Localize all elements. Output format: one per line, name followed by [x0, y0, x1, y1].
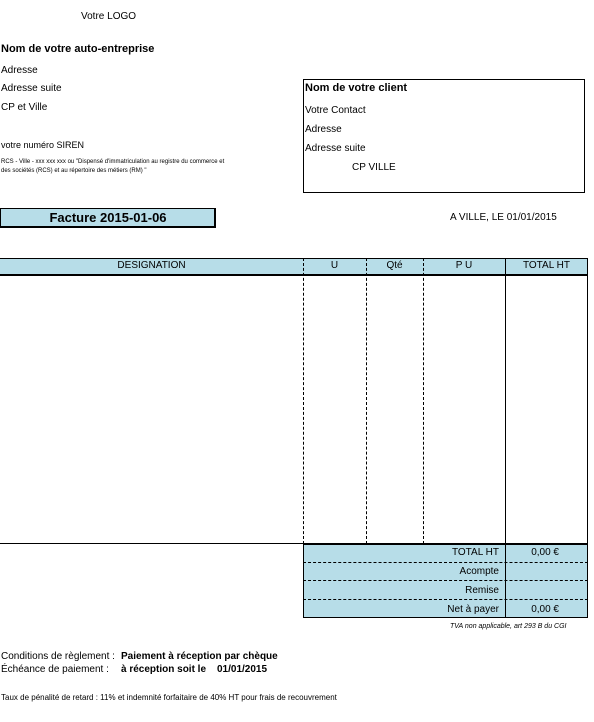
- payment-conditions-value: Paiement à réception par chèque: [121, 651, 278, 662]
- table-right-border: [587, 258, 588, 544]
- net-to-pay-label: Net à payer: [447, 604, 499, 615]
- totals-row-divider: [303, 580, 588, 581]
- client-box: [303, 79, 585, 193]
- client-cp-city: CP VILLE: [352, 162, 396, 173]
- remise-label: Remise: [465, 585, 499, 596]
- client-name: Nom de votre client: [305, 82, 408, 94]
- column-divider: [505, 258, 506, 544]
- company-address: Adresse: [1, 65, 38, 76]
- company-cp-city: CP et Ville: [1, 102, 48, 113]
- invoice-title: Facture 2015-01-06: [49, 210, 167, 225]
- invoice-city-date: A VILLE, LE 01/01/2015: [450, 212, 557, 223]
- net-to-pay-value: 0,00 €: [531, 604, 559, 615]
- company-address-2: Adresse suite: [1, 83, 62, 94]
- tva-note: TVA non applicable, art 293 B du CGI: [450, 623, 567, 630]
- column-divider: [423, 258, 424, 544]
- total-ht-label: TOTAL HT: [451, 547, 499, 558]
- column-header-unit: U: [330, 260, 339, 271]
- payment-due-label: Échéance de paiement :: [1, 664, 109, 675]
- totals-row-divider: [303, 562, 588, 563]
- column-header-quantity: Qté: [386, 260, 403, 271]
- late-penalty-note: Taux de pénalité de retard : 11% et indemnité forfaitaire de 40% HT pour frais de recouvrement: [1, 693, 337, 702]
- company-name: Nom de votre auto-entreprise: [1, 43, 155, 55]
- company-rcs: RCS - Ville - xxx xxx xxx ou "Dispensé d'immatriculation au registre du commerce et des sociétés (RCS) et au répertoire des métiers (RM) ": [1, 159, 225, 174]
- acompte-label: Acompte: [459, 566, 499, 577]
- payment-conditions-label: Conditions de règlement :: [1, 651, 115, 662]
- payment-due-date: 01/01/2015: [217, 664, 268, 675]
- client-address-2: Adresse suite: [305, 143, 366, 154]
- total-ht-value: 0,00 €: [531, 547, 559, 558]
- company-siren: votre numéro SIREN: [1, 140, 85, 150]
- totals-row-divider: [303, 599, 588, 600]
- company-logo: Votre LOGO: [81, 11, 137, 22]
- column-header-unit-price: P U: [455, 260, 473, 271]
- payment-due-value: à réception soit le: [121, 664, 207, 675]
- column-divider: [303, 258, 304, 544]
- column-header-designation: DESIGNATION: [117, 260, 186, 271]
- client-address: Adresse: [305, 124, 342, 135]
- column-divider: [366, 258, 367, 544]
- client-contact: Votre Contact: [305, 105, 366, 116]
- column-header-total-ht: TOTAL HT: [522, 260, 571, 271]
